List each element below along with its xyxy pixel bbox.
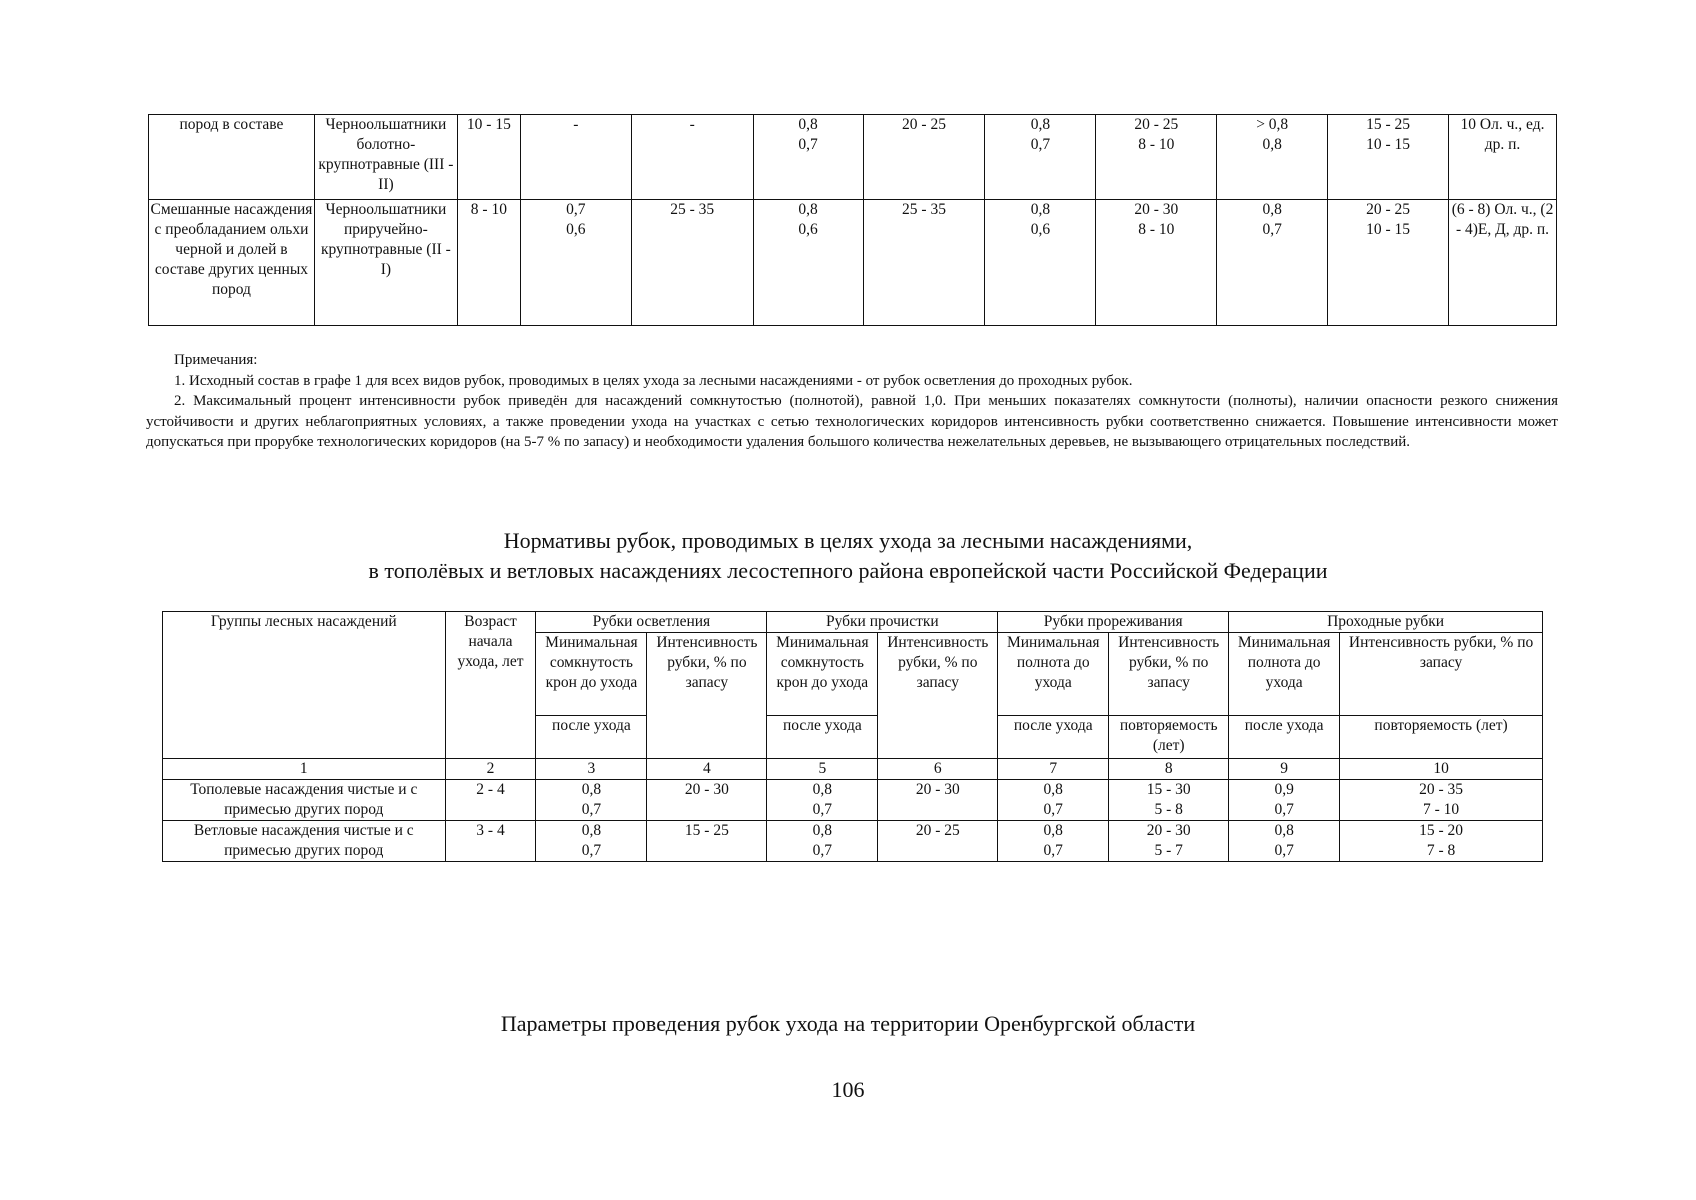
header-povtoryaemost: повторяемость (лет) <box>1109 716 1229 759</box>
table-cell: Ветловые насаждения чистые и с примесью других пород <box>163 821 446 862</box>
norms-table-continued <box>148 114 1557 326</box>
table-row <box>149 115 1557 200</box>
note-1: 1. Исходный состав в графе 1 для всех видов рубок, проводимых в целях ухода за лесными насаждениями - от рубок осветления до проходных рубок. <box>174 372 1133 389</box>
column-number: 9 <box>1229 759 1340 780</box>
header-povtoryaemost: повторяемость (лет) <box>1340 716 1543 759</box>
table-cell: 0,8 0,7 <box>536 821 647 862</box>
table-cell: - <box>520 115 631 200</box>
next-section-title: Параметры проведения рубок ухода на территории Оренбургской области <box>500 1011 1196 1036</box>
notes <box>146 350 1558 453</box>
notes-heading: Примечания: <box>174 352 258 368</box>
table-cell: 20 - 25 10 - 15 <box>1328 200 1449 326</box>
column-number: 10 <box>1340 759 1543 780</box>
table-cell: 25 - 35 <box>631 200 753 326</box>
section-title <box>0 526 1696 586</box>
table-cell: 0,8 0,7 <box>998 821 1109 862</box>
poplar-willow-norms-table <box>162 611 1543 862</box>
table-cell: 10 - 15 <box>457 115 520 200</box>
column-number: 5 <box>767 759 878 780</box>
table-cell: 0,8 0,7 <box>1229 821 1340 862</box>
header-groups: Группы лесных насаждений <box>163 612 446 759</box>
page-number: 106 <box>831 1077 865 1102</box>
header-prochistka: Рубки прочистки <box>767 612 998 633</box>
header-prohodnye: Проходные рубки <box>1229 612 1543 633</box>
note-2: 2. Максимальный процент интенсивности рубок приведён для насаждений сомкнутостью (полнотой), равной 1,0. При меньших показателях сомкнутости (полноты), наличии опасности резкого снижения устойчивости и других неблагоприятных условиях, а также проведении ухода на участках с сетью технологических коридоров интенсивность рубки соответственно снижается. Повышение интенсивности может допускаться при прорубке технологических коридоров (на 5-7 % по запасу) и необходимости удаления большого количества нежелательных деревьев, не вызывающего отрицательных последствий. <box>146 393 1558 450</box>
column-number: 7 <box>998 759 1109 780</box>
table-cell: (6 - 8) Ол. ч., (2 - 4)Е, Д, др. п. <box>1449 200 1557 326</box>
table-cell: - <box>631 115 753 200</box>
section-title-line-1: Нормативы рубок, проводимых в целях ухода за лесными насаждениями, <box>503 528 1193 553</box>
table-cell: 0,8 0,6 <box>985 200 1096 326</box>
table-cell: Смешанные насаждения с преобладанием ольхи черной и долей в составе других ценных пород <box>149 200 315 326</box>
table-cell: 15 - 25 <box>647 821 767 862</box>
table-cell: 0,8 0,6 <box>753 200 863 326</box>
table-cell: 25 - 35 <box>863 200 985 326</box>
column-number: 2 <box>445 759 536 780</box>
header-min-somknutost: Минимальная сомкнутость крон до ухода <box>536 633 647 716</box>
table-cell: 20 - 25 8 - 10 <box>1096 115 1217 200</box>
table-cell: 20 - 30 8 - 10 <box>1096 200 1217 326</box>
table-cell: 15 - 25 10 - 15 <box>1328 115 1449 200</box>
table-cell: 20 - 25 <box>863 115 985 200</box>
column-number: 6 <box>878 759 998 780</box>
table-cell: 20 - 25 <box>878 821 998 862</box>
table-cell: 0,9 0,7 <box>1229 780 1340 821</box>
table-cell: Черноольшатники приручейно-крупнотравные (II - I) <box>314 200 457 326</box>
table-row <box>163 780 1543 821</box>
table-cell: 0,7 0,6 <box>520 200 631 326</box>
header-posle-uhoda: после ухода <box>536 716 647 759</box>
column-number: 8 <box>1109 759 1229 780</box>
header-posle-uhoda: после ухода <box>998 716 1109 759</box>
header-age: Возраст начала ухода, лет <box>445 612 536 759</box>
header-posle-uhoda: после ухода <box>767 716 878 759</box>
header-intensivnost: Интенсивность рубки, % по запасу <box>647 633 767 759</box>
column-number: 1 <box>163 759 446 780</box>
table-cell: 0,8 0,7 <box>985 115 1096 200</box>
header-osvetlenie: Рубки осветления <box>536 612 767 633</box>
table-cell: Черноольшатники болотно-крупнотравные (III - II) <box>314 115 457 200</box>
header-prorezhivanie: Рубки прореживания <box>998 612 1229 633</box>
table-cell: 0,8 0,7 <box>767 821 878 862</box>
header-min-somknutost: Минимальная сомкнутость крон до ухода <box>767 633 878 716</box>
header-intensivnost-pct: Интенсивность рубки, % по запасу <box>1340 633 1543 716</box>
header-posle-uhoda: после ухода <box>1229 716 1340 759</box>
header-intensivnost: Интенсивность рубки, % по запасу <box>1109 633 1229 716</box>
table-cell: 0,8 0,7 <box>536 780 647 821</box>
section-title-line-2: в тополёвых и ветловых насаждениях лесостепного района европейской части Российской Федерации <box>368 558 1328 583</box>
table-cell: 0,8 0,7 <box>998 780 1109 821</box>
table-row <box>163 821 1543 862</box>
table-cell: 20 - 35 7 - 10 <box>1340 780 1543 821</box>
table-cell: 15 - 30 5 - 8 <box>1109 780 1229 821</box>
table-cell: Тополевые насаждения чистые и с примесью других пород <box>163 780 446 821</box>
table-cell: > 0,8 0,8 <box>1217 115 1328 200</box>
table-cell: 0,8 0,7 <box>753 115 863 200</box>
table-cell: 3 - 4 <box>445 821 536 862</box>
table-cell: 8 - 10 <box>457 200 520 326</box>
table-row <box>149 200 1557 326</box>
column-numbers-row <box>163 759 1543 780</box>
table-cell: 20 - 30 5 - 7 <box>1109 821 1229 862</box>
table-cell: 20 - 30 <box>647 780 767 821</box>
table-cell: 0,8 0,7 <box>767 780 878 821</box>
header-intensivnost: Интенсивность рубки, % по запасу <box>878 633 998 759</box>
header-min-polnota: Минимальная полнота до ухода <box>998 633 1109 716</box>
table-cell: 20 - 30 <box>878 780 998 821</box>
header-min-polnota: Минимальная полнота до ухода <box>1229 633 1340 716</box>
table-cell: 10 Ол. ч., ед. др. п. <box>1449 115 1557 200</box>
table-cell: 0,8 0,7 <box>1217 200 1328 326</box>
table-cell: пород в составе <box>149 115 315 200</box>
column-number: 3 <box>536 759 647 780</box>
column-number: 4 <box>647 759 767 780</box>
table-cell: 2 - 4 <box>445 780 536 821</box>
table-cell: 15 - 20 7 - 8 <box>1340 821 1543 862</box>
